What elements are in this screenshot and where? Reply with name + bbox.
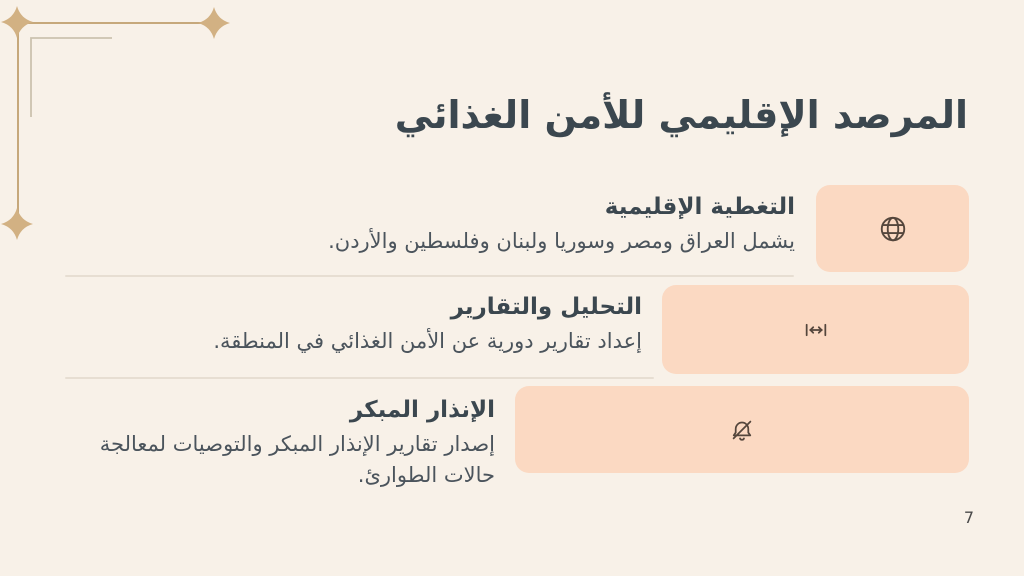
- bell-off-icon: [728, 416, 756, 444]
- feature-card-early-warning: [515, 386, 969, 473]
- feature-description: يشمل العراق ومصر وسوريا ولبنان وفلسطين والأردن.: [328, 228, 795, 253]
- feature-card-regional-coverage: [816, 185, 969, 272]
- feature-description: إعداد تقارير دورية عن الأمن الغذائي في المنطقة.: [213, 328, 642, 353]
- sparkle-star-top-left: [1, 6, 33, 38]
- slide-title: المرصد الإقليمي للأمن الغذائي: [394, 93, 968, 137]
- feature-description: إصدار تقارير الإنذار المبكر والتوصيات لمعالجة حالات الطوارئ.: [99, 431, 495, 488]
- feature-text-early-warning: [63, 396, 495, 492]
- width-arrows-icon: [802, 316, 830, 344]
- row-divider: [65, 377, 654, 379]
- sparkle-star-bottom-left: [1, 208, 33, 240]
- globe-icon: [878, 214, 908, 244]
- feature-title: الإنذار المبكر: [349, 397, 495, 423]
- feature-text-regional-coverage: [195, 193, 795, 257]
- inner-corner-line: [31, 38, 112, 117]
- feature-card-analysis-reports: [662, 285, 969, 374]
- page-number: 7: [963, 508, 974, 527]
- feature-title: التحليل والتقارير: [450, 294, 642, 320]
- feature-title: التغطية الإقليمية: [604, 194, 795, 220]
- sparkle-star-top-right: [198, 7, 230, 39]
- row-divider: [65, 275, 794, 277]
- feature-text-analysis-reports: [82, 293, 642, 357]
